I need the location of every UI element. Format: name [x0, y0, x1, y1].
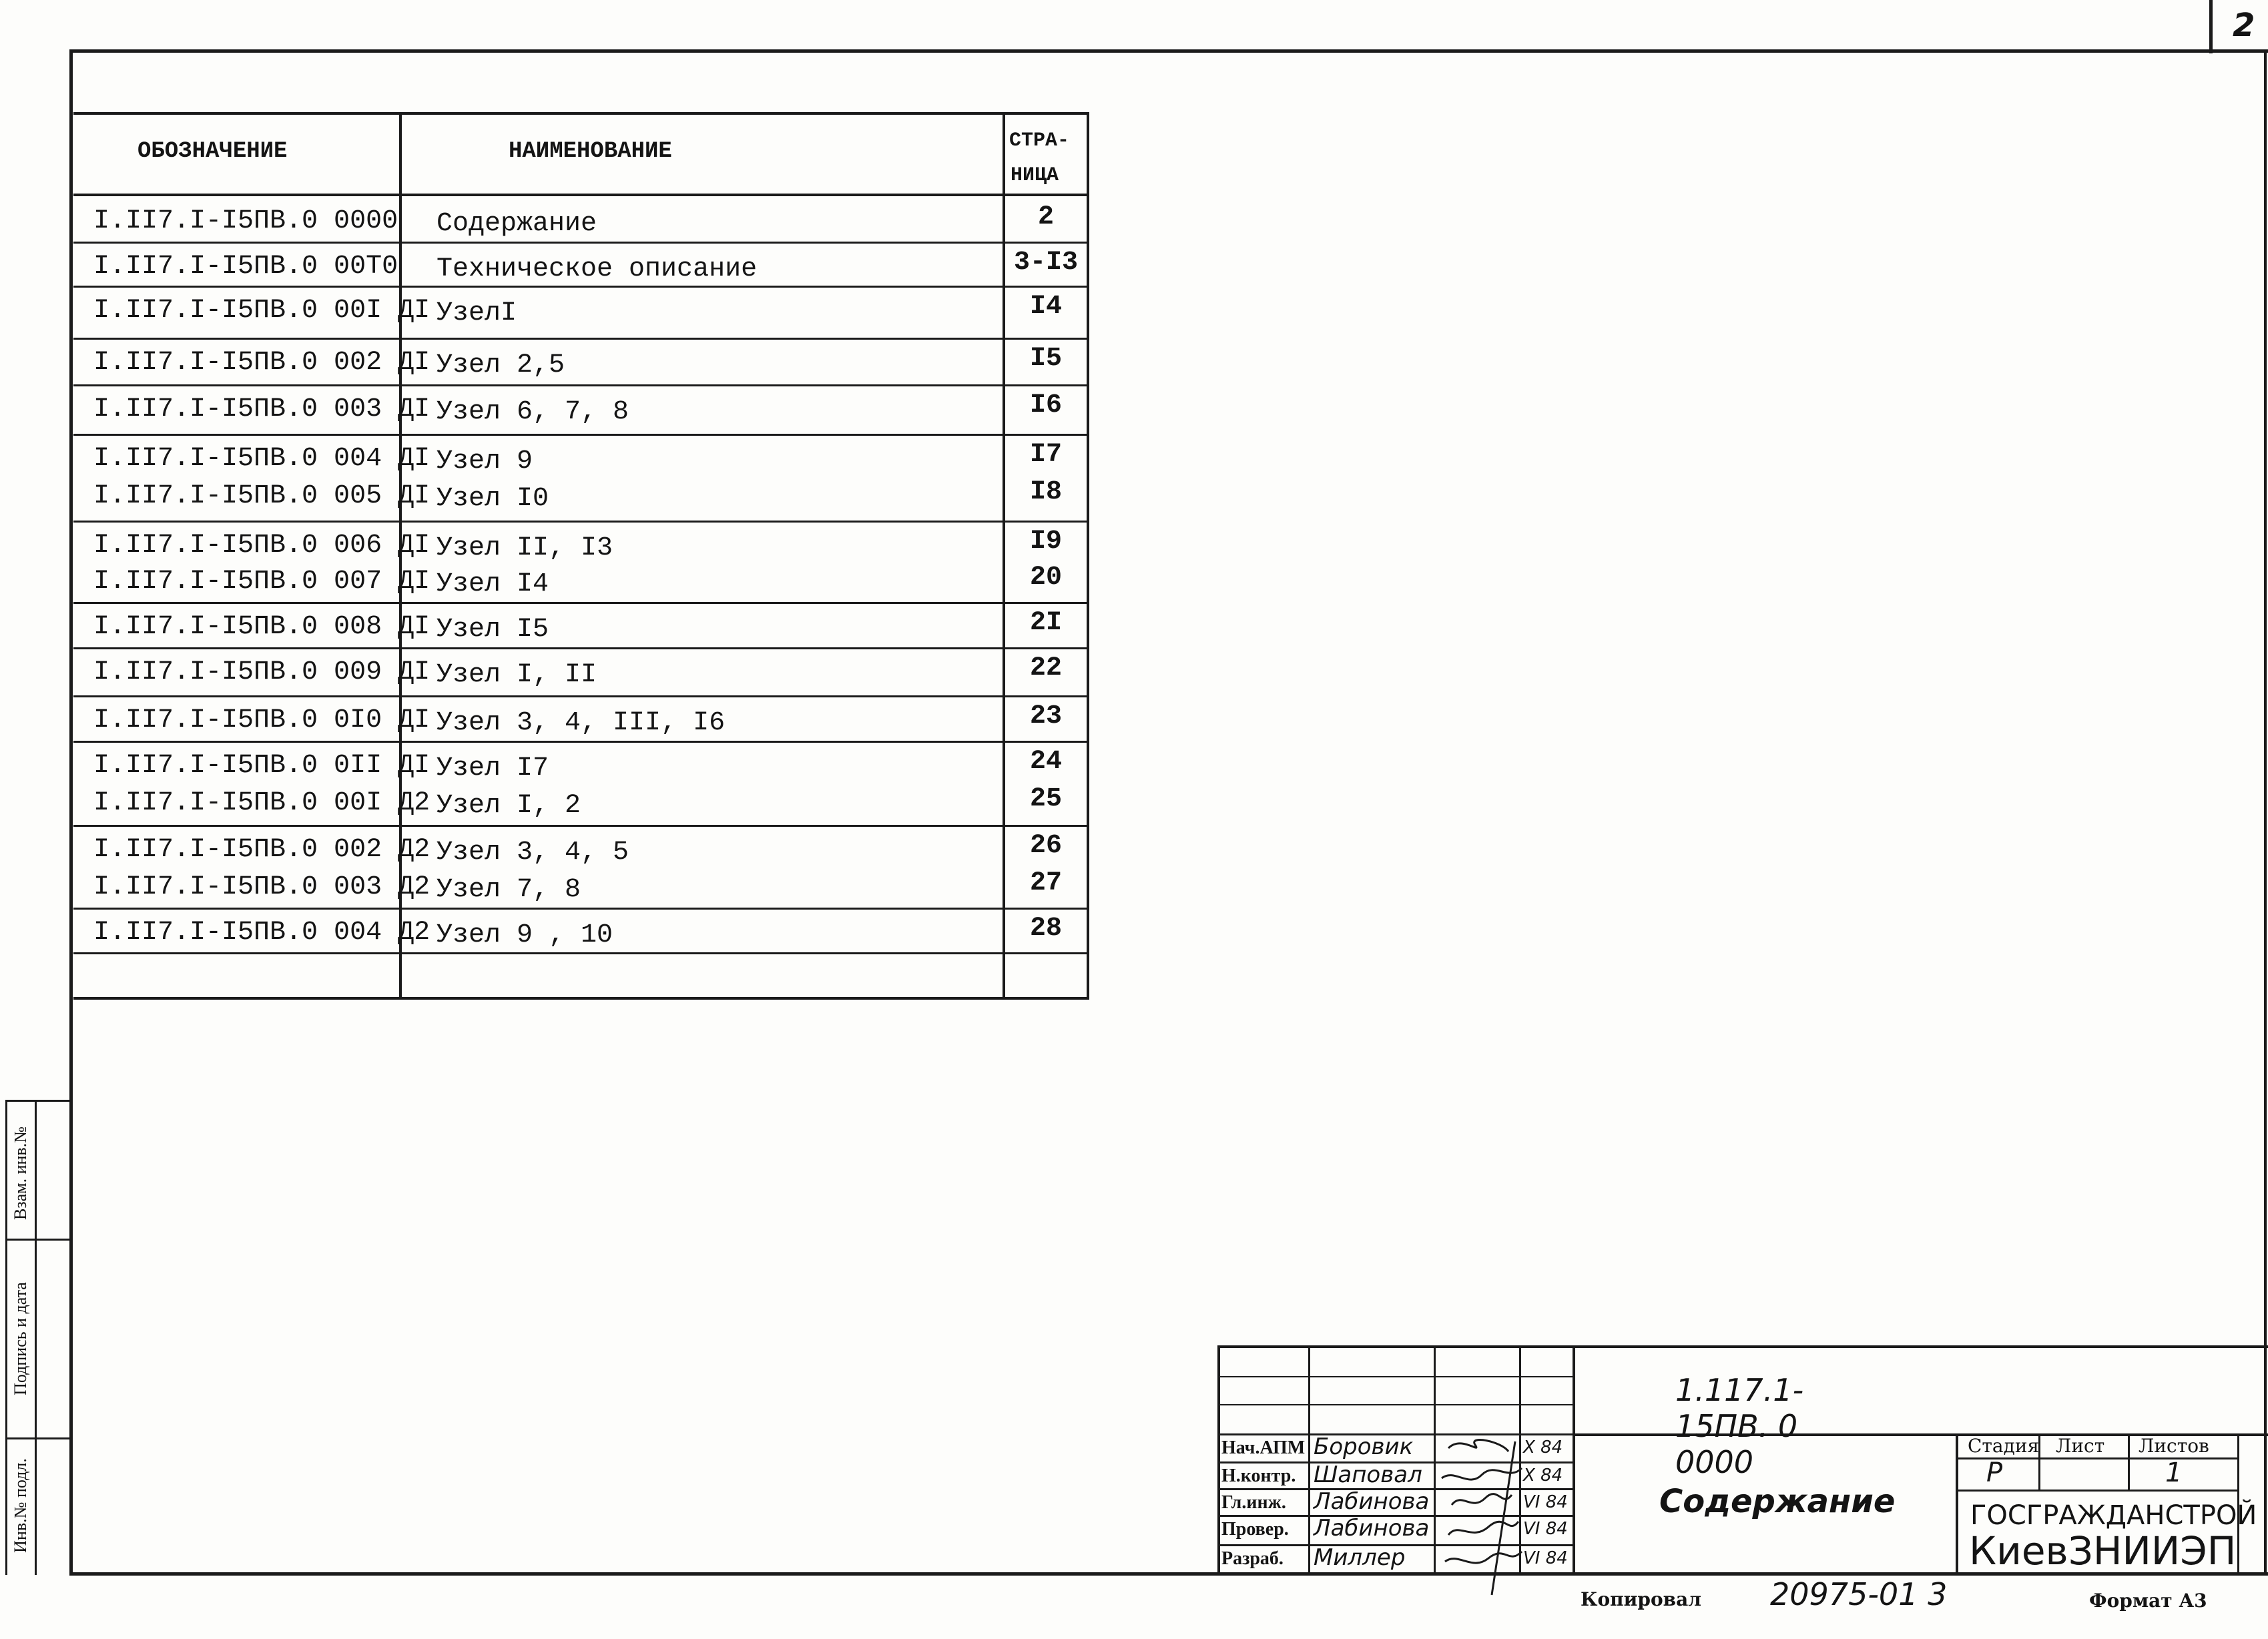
stamp-sheets-label: Листов [2139, 1435, 2209, 1457]
row-code: I.II7.I-I5ПВ.0 004 Д2 [93, 918, 431, 948]
row-name: Узел 6, 7, 8 [437, 397, 629, 427]
row-name: Узел 3, 4, 5 [437, 838, 629, 868]
stamp-person-name: Лабинова [1314, 1488, 1430, 1515]
row-divider [73, 602, 1089, 604]
row-name: Узел I5 [437, 615, 549, 645]
row-page: 23 [1029, 701, 1062, 731]
row-page: 28 [1029, 914, 1062, 944]
stamp-role: Н.контр. [1221, 1465, 1296, 1486]
row-page: 26 [1029, 831, 1062, 861]
row-code: I.II7.I-I5ПВ.0 00Т0 [93, 252, 398, 282]
row-divider [73, 338, 1089, 340]
row-name: Узел 2,5 [437, 350, 565, 380]
row-divider [73, 521, 1089, 523]
stamp-person-name: Шаповал [1314, 1461, 1422, 1488]
stamp-person-name: Миллер [1314, 1544, 1406, 1571]
row-code: I.II7.I-I5ПВ.0 00I Д2 [93, 788, 431, 818]
row-code: I.II7.I-I5ПВ.0 003 ДI [93, 394, 431, 424]
header-page-1: СТРА- [1009, 129, 1070, 152]
row-divider [73, 286, 1089, 288]
header-designation: ОБОЗНАЧЕНИЕ [137, 139, 288, 164]
row-name: Узел 3, 4, III, I6 [437, 708, 726, 738]
row-page: 2 [1037, 202, 1054, 232]
row-page: 25 [1029, 784, 1062, 814]
page-number-divider [2209, 0, 2213, 53]
footer-format-label: Формат А3 [2089, 1590, 2207, 1612]
row-code: I.II7.I-I5ПВ.0 0I0 ДI [93, 705, 431, 735]
row-name: Узел I0 [437, 484, 549, 514]
row-divider [73, 647, 1089, 649]
stamp-title: Содержание [1659, 1483, 1896, 1520]
row-code: I.II7.I-I5ПВ.0 003 Д2 [93, 872, 431, 902]
row-page: 20 [1029, 563, 1062, 593]
stamp-date: X 84 [1523, 1465, 1563, 1486]
row-divider [73, 825, 1089, 827]
stamp-sheets-value: 1 [2165, 1457, 2183, 1488]
row-code: I.II7.I-I5ПВ.0 005 ДI [93, 481, 431, 511]
row-name: Узел I, 2 [437, 791, 581, 821]
row-code: I.II7.I-I5ПВ.0 007 ДI [93, 567, 431, 597]
stamp-role: Нач.АПМ [1221, 1437, 1306, 1458]
row-divider [73, 242, 1089, 244]
stamp-stage-label: Стадия [1968, 1435, 2040, 1457]
row-page: 3-I3 [1013, 248, 1078, 278]
row-code: I.II7.I-I5ПВ.0 008 ДI [93, 612, 431, 642]
row-name: Узел 9 [437, 446, 533, 476]
stamp-role: Гл.инж. [1221, 1492, 1286, 1513]
row-page: 24 [1029, 747, 1062, 777]
stamp-date: VI 84 [1523, 1548, 1568, 1568]
header-name: НАИМЕНОВАНИЕ [509, 139, 672, 164]
stamp-org-line2: КиевЗНИИЭП [1969, 1528, 2237, 1574]
row-page: I5 [1029, 344, 1062, 374]
row-name: Узел II, I3 [437, 533, 613, 563]
row-divider [73, 908, 1089, 910]
side-podpis-data: Подпись и дата [11, 1282, 30, 1395]
frame-bottom [69, 1572, 2268, 1576]
row-code: I.II7.I-I5ПВ.0 00I ДI [93, 296, 431, 326]
row-divider [73, 695, 1089, 697]
stamp-stage-value: Р [1986, 1457, 2003, 1488]
header-page-2: НИЦА [1011, 164, 1059, 187]
row-page: I9 [1029, 527, 1062, 557]
footer-copied-label: Копировал [1581, 1588, 1702, 1610]
row-code: I.II7.I-I5ПВ.0 006 ДI [93, 531, 431, 561]
row-name: Узел 9 , 10 [437, 920, 613, 950]
stamp-date: X 84 [1523, 1437, 1563, 1457]
frame-top [69, 49, 2268, 53]
stamp-doc-code: 1.117.1- 15ПВ. 0 0000 [1675, 1372, 1804, 1480]
stamp-person-name: Лабинова [1314, 1515, 1430, 1542]
row-name: Содержание [437, 209, 597, 239]
row-page: 27 [1029, 868, 1062, 898]
row-name: Узел I7 [437, 753, 549, 783]
stamp-date: VI 84 [1523, 1519, 1568, 1539]
side-inv-podl: Инв.№ подл. [11, 1458, 30, 1553]
stamp-person-name: Боровик [1314, 1433, 1414, 1460]
stamp-sheet-label: Лист [2056, 1435, 2105, 1457]
row-name: УзелI [437, 298, 517, 328]
row-page: I8 [1029, 477, 1062, 507]
row-divider [73, 384, 1089, 386]
row-divider [73, 434, 1089, 436]
row-divider [73, 741, 1089, 743]
row-page: I4 [1029, 292, 1062, 322]
stamp-org-line1: ГОСГРАЖДАНСТРОЙ [1970, 1500, 2257, 1531]
row-code: I.II7.I-I5ПВ.0 009 ДI [93, 657, 431, 687]
row-name: Техническое описание [437, 254, 758, 284]
footer-order-number: 20975-01 3 [1770, 1576, 1948, 1612]
row-name: Узел 7, 8 [437, 875, 581, 905]
stamp-date: VI 84 [1523, 1492, 1568, 1512]
row-code: I.II7.I-I5ПВ.0 002 ДI [93, 348, 431, 378]
stamp-role: Провер. [1221, 1519, 1289, 1540]
row-name: Узел I, II [437, 660, 597, 690]
row-name: Узел I4 [437, 569, 549, 599]
side-vzam-inv: Взам. инв.№ [11, 1126, 30, 1221]
row-page: 2I [1029, 608, 1062, 638]
row-page: I7 [1029, 440, 1062, 470]
stamp-role: Разраб. [1221, 1548, 1284, 1569]
row-code: I.II7.I-I5ПВ.0 0000 [93, 206, 398, 236]
frame-left [69, 49, 73, 1575]
side-strip [5, 1100, 69, 1575]
row-code: I.II7.I-I5ПВ.0 004 ДI [93, 444, 431, 474]
row-page: 22 [1029, 653, 1062, 683]
row-page: I6 [1029, 390, 1062, 420]
page-number: 2 [2233, 7, 2255, 44]
row-code: I.II7.I-I5ПВ.0 0II ДI [93, 751, 431, 781]
row-code: I.II7.I-I5ПВ.0 002 Д2 [93, 835, 431, 865]
